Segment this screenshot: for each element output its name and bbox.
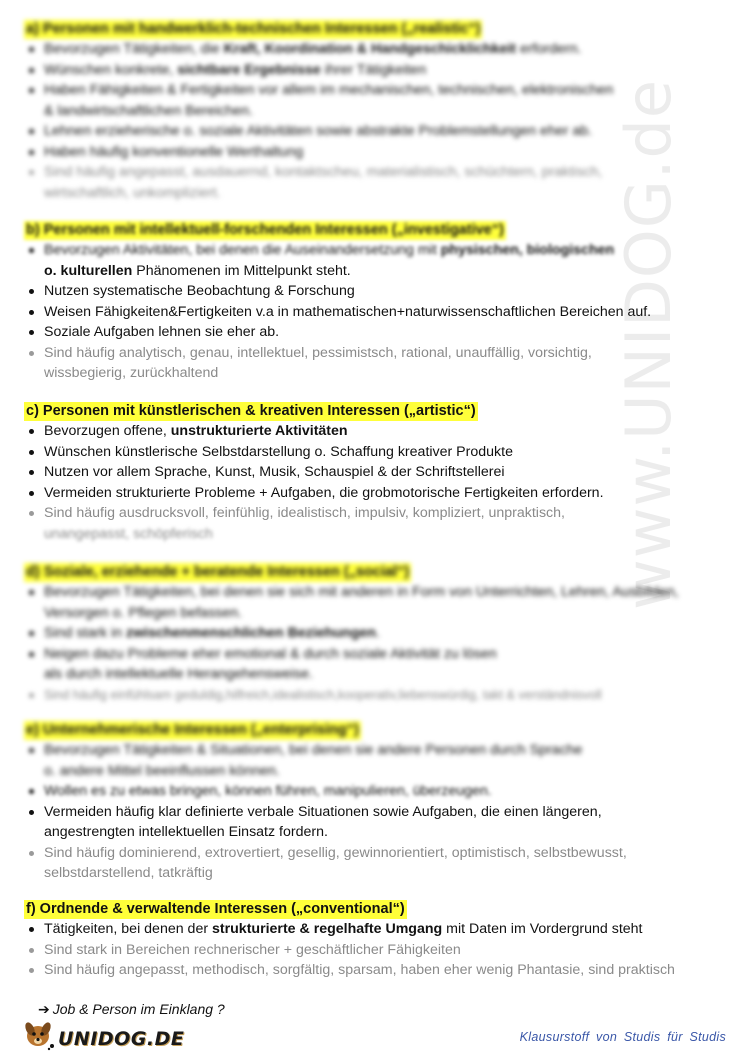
arrow-right-icon: ➔ bbox=[38, 1001, 50, 1017]
logo-wordmark: UNIDOG.DE bbox=[58, 1028, 185, 1050]
list-item: Neigen dazu Probleme eher emotional & durch soziale Aktivität zu lösen als durch intellektuelle Herangehensweise. bbox=[26, 644, 716, 685]
list-item: Wollen es zu etwas bringen, können führen, manipulieren, überzeugen. bbox=[26, 781, 716, 802]
list-item: Sind häufig ausdrucksvoll, feinfühlig, idealistisch, impulsiv, kompliziert, unpraktisch, unangepasst, schöpferisch bbox=[26, 503, 716, 544]
list-item: Bevorzugen Tätigkeiten & Situationen, bei denen sie andere Personen durch Sprache o. andere Mittel beeinflussen können. bbox=[26, 740, 716, 781]
section-a-heading: a) Personen mit handwerklich-technischen Interessen („realistic“) bbox=[26, 21, 481, 37]
section-b-heading: b) Personen mit intellektuell-forschenden Interessen („investigative“) bbox=[26, 222, 504, 238]
section-c-list bbox=[26, 421, 716, 544]
list-item: Nutzen vor allem Sprache, Kunst, Musik, Schauspiel & der Schriftstellerei bbox=[26, 462, 716, 483]
section-c bbox=[26, 402, 716, 544]
list-item: Sind häufig einfühlsam geduldig,hilfreich,idealistisch,kooperativ,liebenswürdig, takt & verständnisvoll bbox=[26, 685, 716, 706]
list-item: Sind häufig angepasst, ausdauernd, kontaktscheu, materialistisch, schüchtern, praktisch, wirtschaftlich, unkompliziert. bbox=[26, 162, 716, 203]
list-item: Tätigkeiten, bei denen der strukturierte & regelhafte Umgang mit Daten im Vordergrund steht bbox=[26, 919, 716, 940]
list-item: Sind stark in Bereichen rechnerischer + geschäftlicher Fähigkeiten bbox=[26, 940, 716, 961]
list-item: Weisen Fähigkeiten&Fertigkeiten v.a in mathematischen+naturwissenschaftlichen Bereichen auf. bbox=[26, 302, 716, 323]
section-f-heading: f) Ordnende & verwaltende Interessen („conventional“) bbox=[26, 901, 405, 917]
footer-tagline: Klausurstoff von Studis für Studis bbox=[519, 1030, 726, 1044]
list-item: Vermeiden häufig klar definierte verbale Situationen sowie Aufgaben, die einen längeren, angestrengten intellektuellen Einsatz fordern. bbox=[26, 802, 716, 843]
section-f bbox=[26, 900, 716, 981]
list-item: Soziale Aufgaben lehnen sie eher ab. bbox=[26, 322, 716, 343]
dog-icon bbox=[22, 1016, 58, 1052]
list-item: Haben häufig konventionelle Werthaltung bbox=[26, 142, 716, 163]
list-item-continuation: o. kulturellen Phänomenen im Mittelpunkt steht. bbox=[44, 262, 351, 279]
list-item: Bevorzugen Aktivitäten, bei denen die Auseinandersetzung mit physischen, biologischen bbox=[26, 240, 716, 261]
section-e bbox=[26, 721, 716, 884]
list-item: Wünschen konkrete, sichtbare Ergebnisse ihrer Tätigkeiten bbox=[26, 60, 716, 81]
section-d-heading: d) Soziale, erziehende + beratende Interessen („social“) bbox=[26, 564, 410, 580]
section-e-list bbox=[26, 740, 716, 884]
section-d-list bbox=[26, 582, 716, 705]
section-c-heading: c) Personen mit künstlerischen & kreativen Interessen („artistic“) bbox=[26, 403, 476, 419]
section-a bbox=[26, 20, 716, 203]
section-b-list bbox=[26, 240, 716, 384]
section-e-heading: e) Unternehmerische Interessen („enterprising“) bbox=[26, 722, 359, 738]
list-item: Bevorzugen Tätigkeiten, bei denen sie sich mit anderen in Form von Unterrichten, Lehren, Ausbilden, Versorgen o. Pflegen befassen. bbox=[26, 582, 716, 623]
list-item: Sind häufig dominierend, extrovertiert, gesellig, gewinnorientiert, optimistisch, selbstbewusst, selbstdarstellend, tatkräftig bbox=[26, 843, 716, 884]
section-f-list bbox=[26, 919, 716, 981]
list-item: Haben Fähigkeiten & Fertigkeiten vor allem im mechanischen, technischen, elektronischen & landwirtschaftlichen Bereichen. bbox=[26, 80, 716, 121]
list-item: Nutzen systematische Beobachtung & Forschung bbox=[26, 281, 716, 302]
list-item: Wünschen künstlerische Selbstdarstellung o. Schaffung kreativer Produkte bbox=[26, 442, 716, 463]
watermark: www.UNIDOG.de bbox=[612, 79, 685, 610]
section-b bbox=[26, 221, 716, 384]
list-item: Vermeiden strukturierte Probleme + Aufgaben, die grobmotorische Fertigkeiten erfordern. bbox=[26, 483, 716, 504]
unidog-logo bbox=[22, 1014, 185, 1054]
list-item: Bevorzugen Tätigkeiten, die Kraft, Koordination & Handgeschicklichkeit erfordern. bbox=[26, 39, 716, 60]
list-item: Sind häufig angepasst, methodisch, sorgfältig, sparsam, haben eher wenig Phantasie, sind praktisch bbox=[26, 960, 716, 981]
list-item: Sind stark in zwischenmenschlichen Beziehungen. bbox=[26, 623, 716, 644]
list-item: Sind häufig analytisch, genau, intellektuel, pessimistsch, rational, unauffällig, vorsichtig, wissbegierig, zurückhaltend bbox=[26, 343, 716, 384]
section-d bbox=[26, 563, 716, 705]
closing-question: ➔ Job & Person im Einklang ? bbox=[38, 1001, 225, 1017]
list-item: Lehnen erzieherische o. soziale Aktivitäten sowie abstrakte Problemstellungen eher ab. bbox=[26, 121, 716, 142]
list-item: Bevorzugen offene, unstrukturierte Aktivitäten bbox=[26, 421, 716, 442]
section-a-list bbox=[26, 39, 716, 203]
